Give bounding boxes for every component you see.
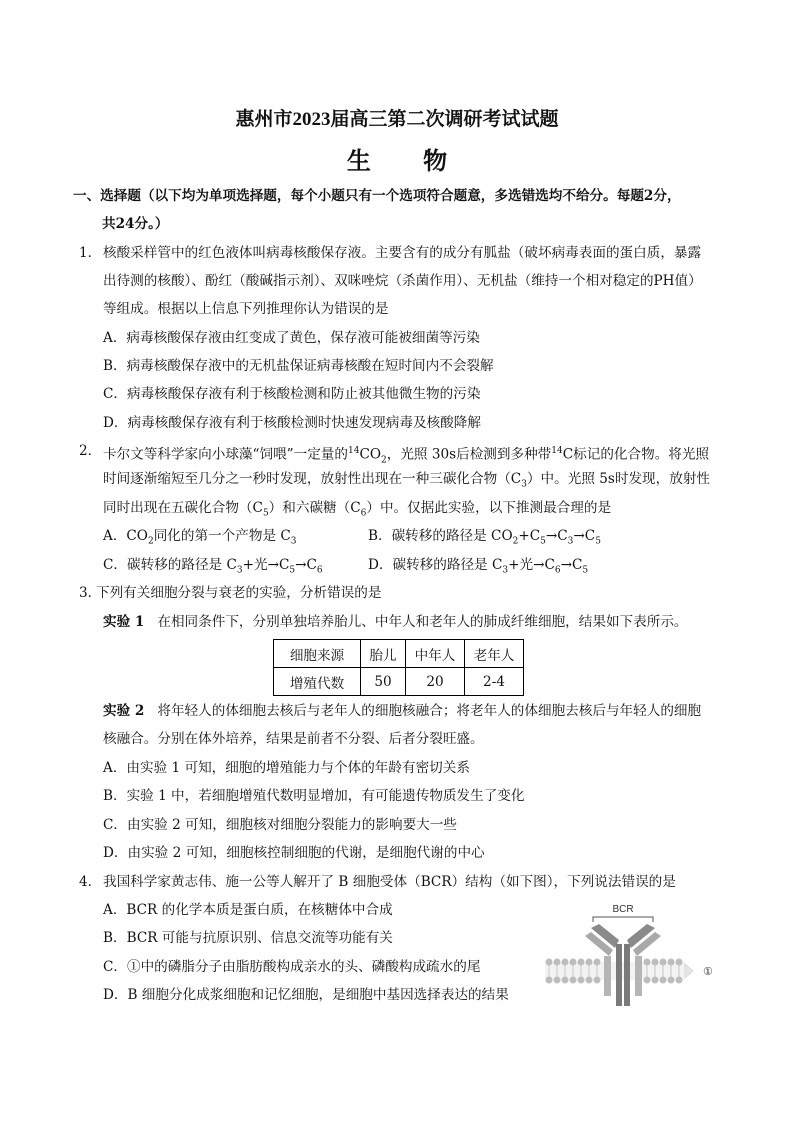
- q3-number: 3．: [79, 585, 102, 601]
- exam-title: 惠州市2023届高三第二次调研考试试题: [235, 109, 559, 130]
- q2-option-c: C．碳转移的路径是 $C_3+$光$\to C_5\to C_6$: [103, 557, 323, 576]
- q2-option-b: B．碳转移的路径是 $CO_2+C_5\to C_3\to C_5$: [368, 528, 601, 547]
- proliferation-table: [273, 639, 524, 696]
- q3-option-a: A．由实验 1 可知，细胞的增殖能力与个体的年龄有密切关系: [103, 760, 470, 776]
- q2-stem-line3: 同时出现在五碳化合物$(C_5)$和六碳糖$(C_6)$中。仅据此实验，以下推测最合理的是: [103, 500, 612, 519]
- q4-option-d: D．B 细胞分化成浆细胞和记忆细胞，是细胞中基因选择表达的结果: [103, 987, 509, 1003]
- section-heading-line1: 一、选择题（以下均为单项选择题，每个小题只有一个选项符合题意，多选错选均不给分。每题2分，: [73, 188, 681, 204]
- q2-stem-line1: 卡尔文等科学家向小球藻“饲喂”一定量的$^{14}CO_2$，光照 30s后检测到多种带$^{14}$C标记的化合物。将光照: [103, 446, 710, 466]
- q2-option-d: D．碳转移的路径是 $C_3+$光$\to C_6\to C_5$: [368, 557, 589, 576]
- table-cell: 老年人: [465, 640, 524, 668]
- q3-experiment2-line2: 核融合。分别在体外培养，结果是前者不分裂、后者分裂旺盛。: [103, 731, 484, 747]
- q4-option-a: A．BCR 的化学本质是蛋白质，在核糖体中合成: [103, 902, 393, 918]
- q1-stem-line2: 出待测的核酸）、酚红（酸碱指示剂）、双咪唑烷（杀菌作用）、无机盐（维持一个相对稳定的PH值）: [103, 273, 702, 289]
- table-header-row: [274, 640, 524, 668]
- q4-option-c: C．①中的磷脂分子由脂肪酸构成亲水的头、磷酸构成疏水的尾: [103, 959, 481, 975]
- table-cell: 50: [361, 668, 406, 696]
- q3-option-d: D．由实验 2 可知，细胞核控制细胞的代谢，是细胞代谢的中心: [103, 845, 485, 861]
- table-cell: 20: [406, 668, 465, 696]
- table-cell: 细胞来源: [274, 640, 361, 668]
- q1-stem-line3: 等组成。根据以上信息下列推理你认为错误的是: [103, 301, 389, 317]
- table-cell: 增殖代数: [274, 668, 361, 696]
- q3-option-c: C．由实验 2 可知，细胞核对细胞分裂能力的影响要大一些: [103, 817, 457, 833]
- q4-number: 4．: [79, 874, 102, 890]
- q1-option-b: B．病毒核酸保存液中的无机盐保证病毒核酸在短时间内不会裂解: [103, 358, 494, 374]
- membrane-marker-1: ①: [703, 965, 713, 978]
- bcr-bracket: [593, 917, 653, 922]
- q4-stem: 我国科学家黄志伟、施一公等人解开了 B 细胞受体（BCR）结构（如下图），下列说法错误的是: [103, 874, 676, 890]
- q2-option-a: A．$CO_2$同化的第一个产物是 $C_3$: [103, 528, 297, 547]
- table-row: [274, 668, 524, 696]
- q1-number: 1．: [79, 245, 102, 261]
- q1-option-c: C．病毒核酸保存液有利于核酸检测和防止被其他微生物的污染: [103, 386, 481, 402]
- table-cell: 胎儿: [361, 640, 406, 668]
- experiment2-label: 实验 2: [103, 703, 145, 719]
- q3-option-b: B．实验 1 中，若细胞增殖代数明显增加，有可能遗传物质发生了变化: [103, 788, 525, 804]
- experiment1-label: 实验 1: [103, 614, 145, 630]
- q1-stem-line1: 核酸采样管中的红色液体叫病毒核酸保存液。主要含有的成分有胍盐（破坏病毒表面的蛋白质，暴露: [103, 245, 702, 261]
- q3-stem: 下列有关细胞分裂与衰老的实验，分析错误的是: [96, 585, 382, 601]
- bcr-structure-figure: [541, 900, 721, 1015]
- q1-option-a: A．病毒核酸保存液由红变成了黄色，保存液可能被细菌等污染: [103, 330, 480, 346]
- q3-experiment2-line1: 实验 2 将年轻人的体细胞去核后与老年人的细胞核融合；将老年人的体细胞去核后与年轻人的细胞: [103, 703, 702, 719]
- q2-stem-line2: 时间逐渐缩短至几分之一秒时发现，放射性出现在一种三碳化合物$(C_3)$中。光照 5s时发现，放射性: [103, 471, 711, 490]
- table-cell: 中年人: [406, 640, 465, 668]
- section-heading-line2: 共24分。）: [102, 216, 169, 232]
- q2-number: 2．: [79, 443, 102, 459]
- q3-experiment1: 实验 1 在相同条件下，分别单独培养胎儿、中年人和老年人的肺成纤维细胞，结果如下表所示。: [103, 614, 688, 630]
- subject-heading: 生 物: [346, 146, 470, 175]
- bcr-label: BCR: [612, 904, 634, 915]
- table-cell: 2-4: [465, 668, 524, 696]
- q1-option-d: D．病毒核酸保存液有利于核酸检测时快速发现病毒及核酸降解: [103, 415, 481, 431]
- q4-option-b: B．BCR 可能与抗原识别、信息交流等功能有关: [103, 930, 393, 946]
